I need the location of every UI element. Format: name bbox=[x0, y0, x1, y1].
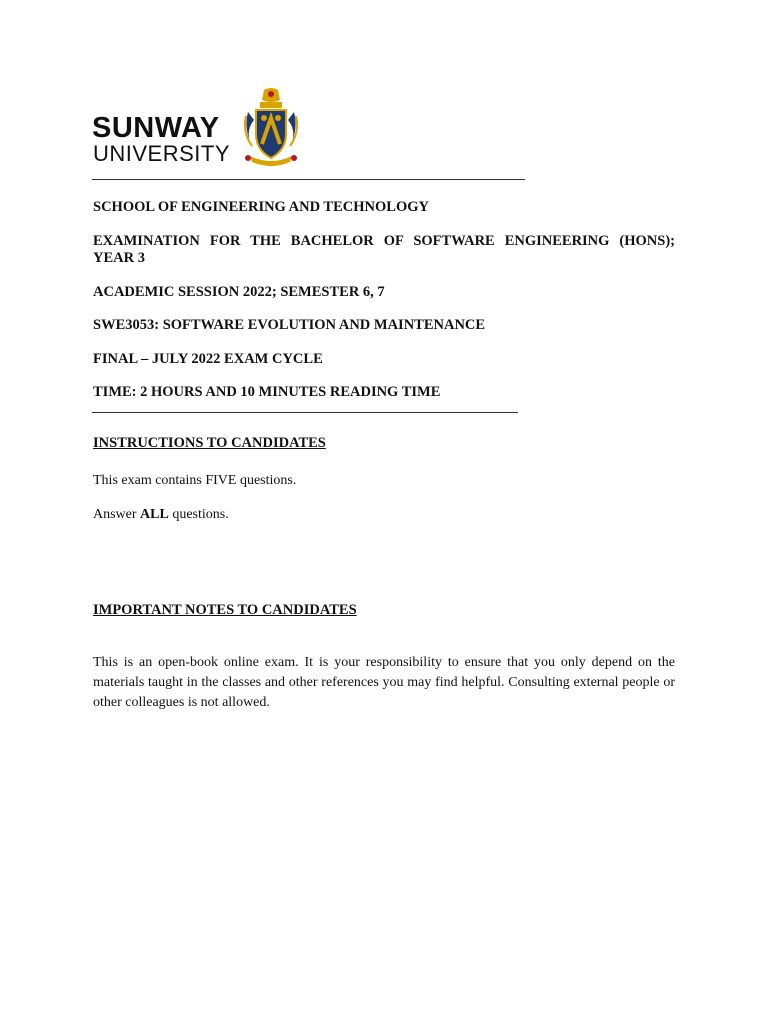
exam-title-line1: EXAMINATION FOR THE BACHELOR OF SOFTWARE ENGINEERING (HONS); bbox=[93, 233, 675, 249]
course-title: SWE3053: SOFTWARE EVOLUTION AND MAINTENANCE bbox=[93, 317, 486, 333]
school-name: SCHOOL OF ENGINEERING AND TECHNOLOGY bbox=[93, 199, 429, 215]
notes-title: IMPORTANT NOTES TO CANDIDATES bbox=[93, 602, 357, 618]
exam-time: TIME: 2 HOURS AND 10 MINUTES READING TIME bbox=[93, 384, 441, 400]
exam-cycle: FINAL – JULY 2022 EXAM CYCLE bbox=[93, 351, 323, 367]
instruction-line-2-prefix: Answer bbox=[93, 507, 141, 522]
header-bottom-divider bbox=[92, 412, 518, 413]
logo-wordmark-sunway: SUNWAY bbox=[92, 112, 220, 144]
logo-wordmark-university: UNIVERSITY bbox=[93, 141, 231, 166]
exam-title-line2: YEAR 3 bbox=[93, 250, 145, 266]
instruction-line-1: This exam contains FIVE questions. bbox=[93, 473, 297, 488]
instruction-line-2-suffix: questions. bbox=[168, 507, 229, 522]
sunway-university-logo bbox=[92, 86, 302, 168]
notes-paragraph: This is an open-book online exam. It is your responsibility to ensure that you only depend on the materials taught in the classes and other references you may find helpful. Consulting external people or other colleagues is not allowed. bbox=[93, 655, 675, 710]
instruction-line-2-emphasis: ALL bbox=[140, 507, 169, 522]
top-divider bbox=[92, 179, 525, 180]
instruction-line-2 bbox=[93, 506, 229, 523]
university-crest-icon bbox=[242, 86, 300, 166]
academic-session: ACADEMIC SESSION 2022; SEMESTER 6, 7 bbox=[93, 284, 385, 300]
instructions-title: INSTRUCTIONS TO CANDIDATES bbox=[93, 435, 326, 451]
